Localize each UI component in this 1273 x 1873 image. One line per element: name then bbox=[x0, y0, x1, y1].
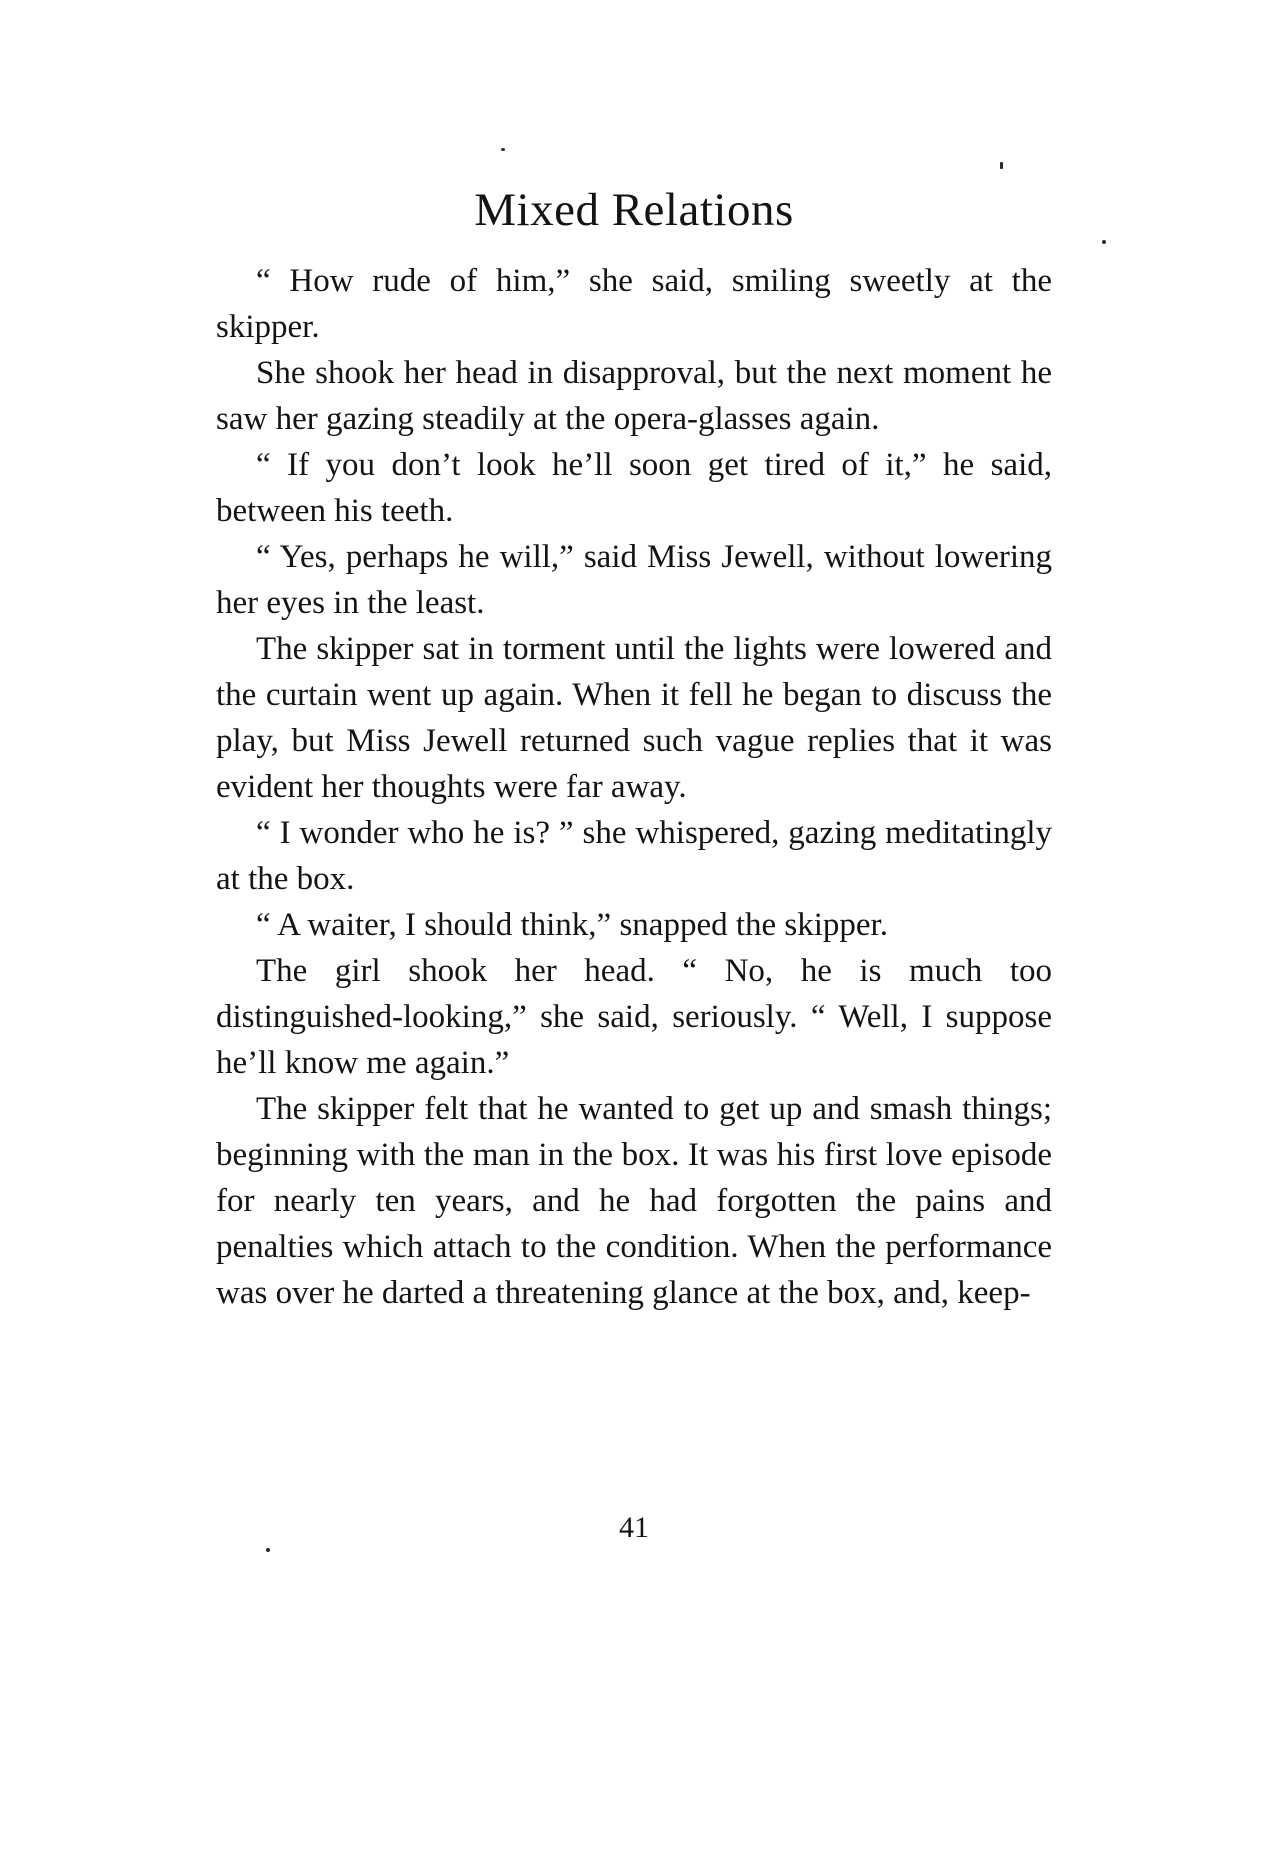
print-speck bbox=[1000, 162, 1003, 169]
print-speck bbox=[1102, 240, 1106, 244]
print-speck bbox=[501, 148, 505, 151]
page-number: 41 bbox=[619, 1511, 649, 1544]
paragraph: “ Yes, perhaps he will,” said Miss Jewell, without lowering her eyes in the least. bbox=[216, 539, 1052, 621]
paragraph: The skipper felt that he wanted to get up and smash things; beginning with the man in the box. It was his first love episode for nearly ten years, and he had forgotten the pains and penalties which attach to the condition. When the performance was over he darted a threatening glance at the box, and, keep- bbox=[216, 1091, 1052, 1311]
running-head: Mixed Relations bbox=[474, 184, 794, 236]
paragraph: “ If you don’t look he’ll soon get tired of it,” he said, between his teeth. bbox=[216, 447, 1052, 529]
paragraph: She shook her head in disapproval, but the next moment he saw her gazing steadily at the opera-glasses again. bbox=[216, 355, 1052, 437]
paragraph: “ How rude of him,” she said, smiling sweetly at the skipper. bbox=[216, 263, 1052, 345]
body-text bbox=[216, 258, 1052, 1316]
print-speck bbox=[266, 1548, 270, 1552]
paragraph: The girl shook her head. “ No, he is much too distinguished-looking,” she said, seriously. “ Well, I suppose he’ll know me again.” bbox=[216, 953, 1052, 1081]
paragraph: “ I wonder who he is? ” she whispered, gazing meditatingly at the box. bbox=[216, 815, 1052, 897]
paragraph: “ A waiter, I should think,” snapped the skipper. bbox=[256, 907, 888, 943]
paragraph: The skipper sat in torment until the lights were lowered and the curtain went up again. When it fell he began to discuss the play, but Miss Jewell returned such vague replies that it was evident her thoughts were far away. bbox=[216, 631, 1052, 805]
